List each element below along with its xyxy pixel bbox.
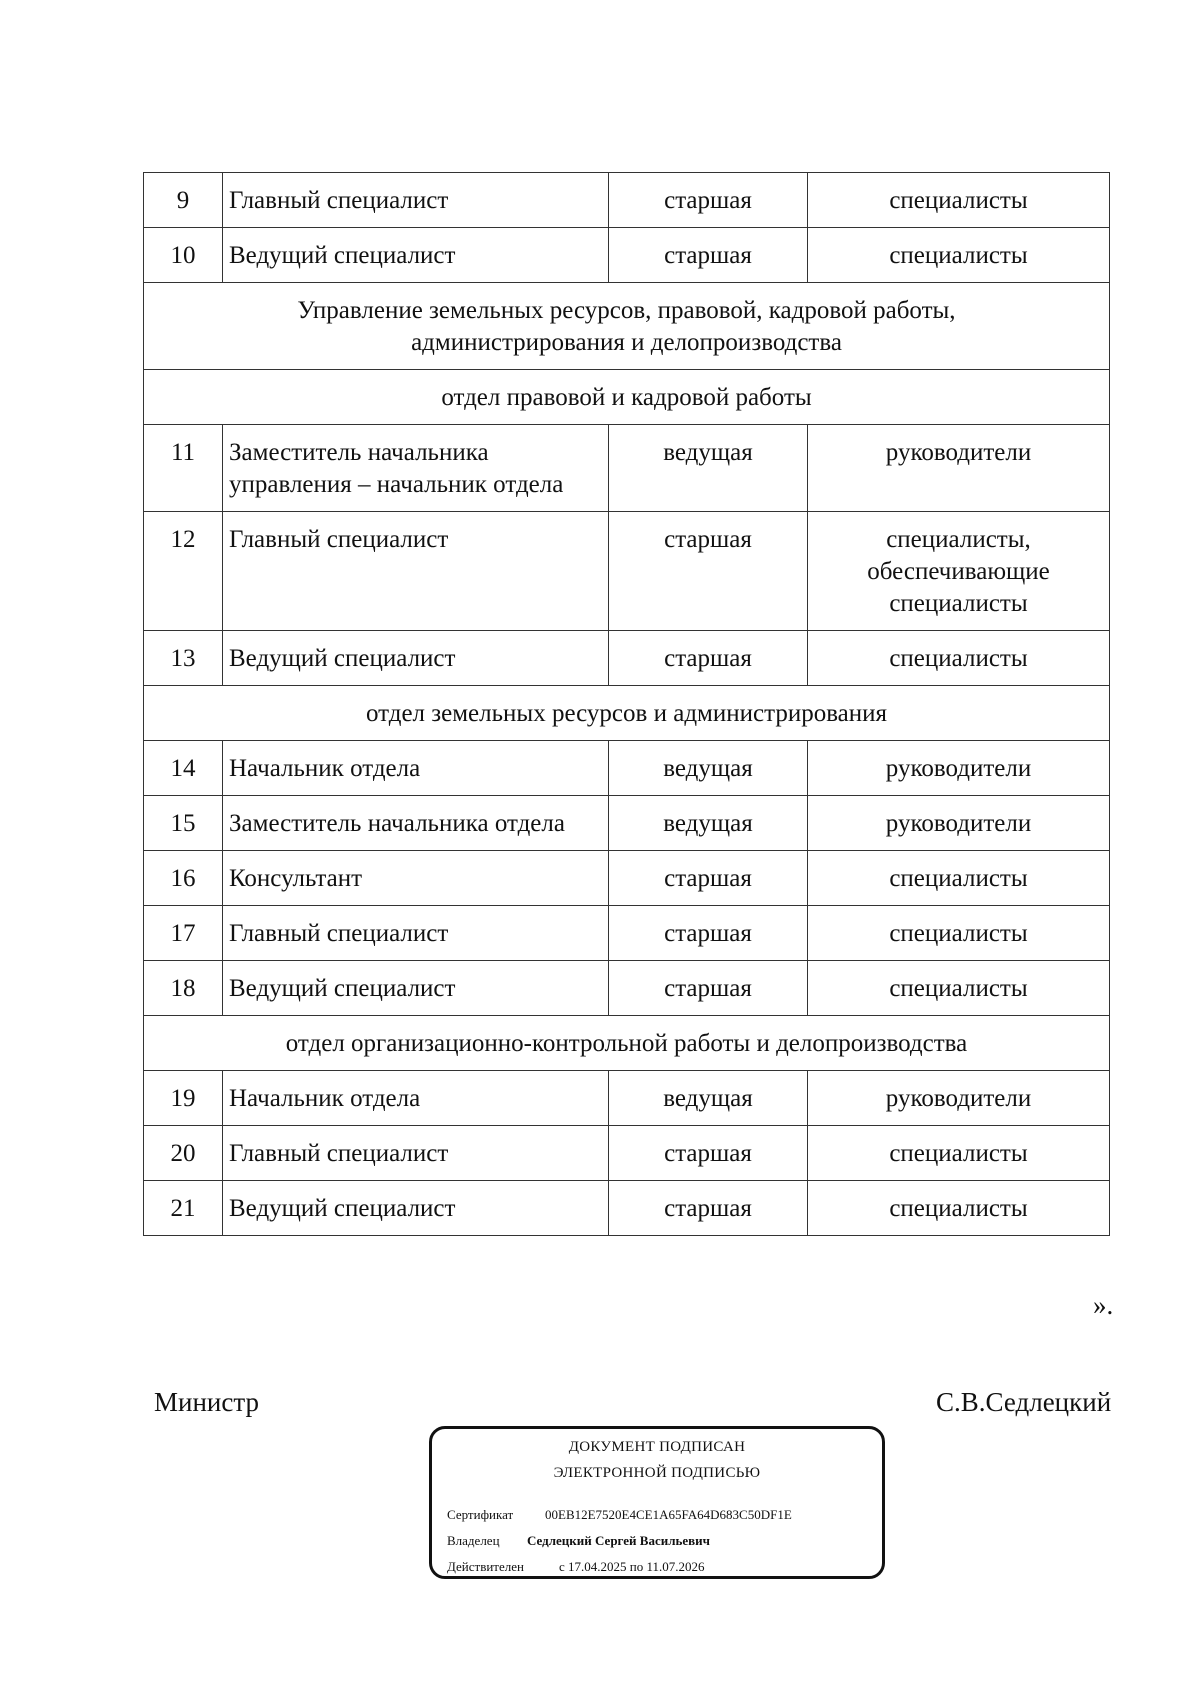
position-title: Заместитель начальника отдела (223, 796, 609, 851)
table-row (144, 631, 1110, 686)
position-group: старшая (609, 851, 808, 906)
position-title: Начальник отдела (223, 1071, 609, 1126)
row-number: 19 (144, 1071, 223, 1126)
stamp-validity-row (447, 1559, 705, 1575)
section-title: отдел организационно-контрольной работы и делопроизводства (144, 1016, 1110, 1071)
table-row (144, 228, 1110, 283)
position-title: Начальник отдела (223, 741, 609, 796)
position-title: Главный специалист (223, 173, 609, 228)
position-category: специалисты (808, 851, 1110, 906)
position-category: специалисты (808, 631, 1110, 686)
position-title: Главный специалист (223, 512, 609, 631)
position-title: Главный специалист (223, 1126, 609, 1181)
row-number: 21 (144, 1181, 223, 1236)
section-header-row (144, 370, 1110, 425)
position-category: руководители (808, 425, 1110, 512)
row-number: 15 (144, 796, 223, 851)
row-number: 18 (144, 961, 223, 1016)
row-number: 12 (144, 512, 223, 631)
position-title: Главный специалист (223, 906, 609, 961)
position-title: Заместитель начальника управления – начальник отдела (223, 425, 609, 512)
row-number: 13 (144, 631, 223, 686)
electronic-signature-stamp (429, 1426, 885, 1579)
stamp-validity-value: с 17.04.2025 по 11.07.2026 (559, 1559, 705, 1574)
stamp-owner-value: Седлецкий Сергей Васильевич (527, 1533, 710, 1548)
signatory-position: Министр (154, 1387, 259, 1417)
position-group: ведущая (609, 741, 808, 796)
position-category: специалисты (808, 228, 1110, 283)
position-title: Ведущий специалист (223, 1181, 609, 1236)
stamp-certificate-row (447, 1507, 792, 1523)
stamp-owner-row (447, 1533, 710, 1549)
position-title: Консультант (223, 851, 609, 906)
stamp-title-line1: ДОКУМЕНТ ПОДПИСАН (568, 1439, 746, 1455)
table-row (144, 796, 1110, 851)
position-group: старшая (609, 228, 808, 283)
position-group: старшая (609, 961, 808, 1016)
section-title: отдел земельных ресурсов и администрирования (144, 686, 1110, 741)
stamp-certificate-value: 00EB12E7520E4CE1A65FA64D683C50DF1E (545, 1507, 792, 1522)
position-category: руководители (808, 741, 1110, 796)
position-group: старшая (609, 1126, 808, 1181)
table-row (144, 1181, 1110, 1236)
row-number: 9 (144, 173, 223, 228)
position-title: Ведущий специалист (223, 961, 609, 1016)
table-row (144, 512, 1110, 631)
signatory-name: С.В.Седлецкий (936, 1387, 1112, 1417)
positions-table (143, 172, 1110, 1236)
stamp-certificate-label: Сертификат (447, 1507, 514, 1522)
row-number: 10 (144, 228, 223, 283)
position-category: руководители (808, 1071, 1110, 1126)
table-row (144, 906, 1110, 961)
table-row (144, 425, 1110, 512)
table-row (144, 851, 1110, 906)
row-number: 11 (144, 425, 223, 512)
position-group: старшая (609, 631, 808, 686)
table-row (144, 1126, 1110, 1181)
position-group: старшая (609, 512, 808, 631)
stamp-title-line2: ЭЛЕКТРОННОЙ ПОДПИСЬЮ (553, 1465, 761, 1481)
table-row (144, 173, 1110, 228)
section-title: Управление земельных ресурсов, правовой, кадровой работы, администрирования и делопроизводства (144, 283, 1110, 370)
position-category: руководители (808, 796, 1110, 851)
position-category: специалисты (808, 1181, 1110, 1236)
section-title: отдел правовой и кадровой работы (144, 370, 1110, 425)
position-category: специалисты, обеспечивающие специалисты (808, 512, 1110, 631)
row-number: 14 (144, 741, 223, 796)
stamp-validity-label: Действителен (447, 1559, 524, 1574)
position-category: специалисты (808, 906, 1110, 961)
section-header-row (144, 686, 1110, 741)
row-number: 20 (144, 1126, 223, 1181)
position-title: Ведущий специалист (223, 631, 609, 686)
position-category: специалисты (808, 173, 1110, 228)
section-header-row (144, 283, 1110, 370)
section-header-row (144, 1016, 1110, 1071)
position-group: ведущая (609, 796, 808, 851)
table-row (144, 741, 1110, 796)
position-category: специалисты (808, 1126, 1110, 1181)
table-row (144, 961, 1110, 1016)
position-group: старшая (609, 173, 808, 228)
table-row (144, 1071, 1110, 1126)
stamp-owner-label: Владелец (447, 1533, 500, 1548)
row-number: 17 (144, 906, 223, 961)
position-group: ведущая (609, 425, 808, 512)
positions-table-body (144, 173, 1110, 1236)
closing-quote-mark: ». (1093, 1290, 1114, 1320)
position-group: ведущая (609, 1071, 808, 1126)
position-title: Ведущий специалист (223, 228, 609, 283)
row-number: 16 (144, 851, 223, 906)
position-group: старшая (609, 906, 808, 961)
position-group: старшая (609, 1181, 808, 1236)
position-category: специалисты (808, 961, 1110, 1016)
